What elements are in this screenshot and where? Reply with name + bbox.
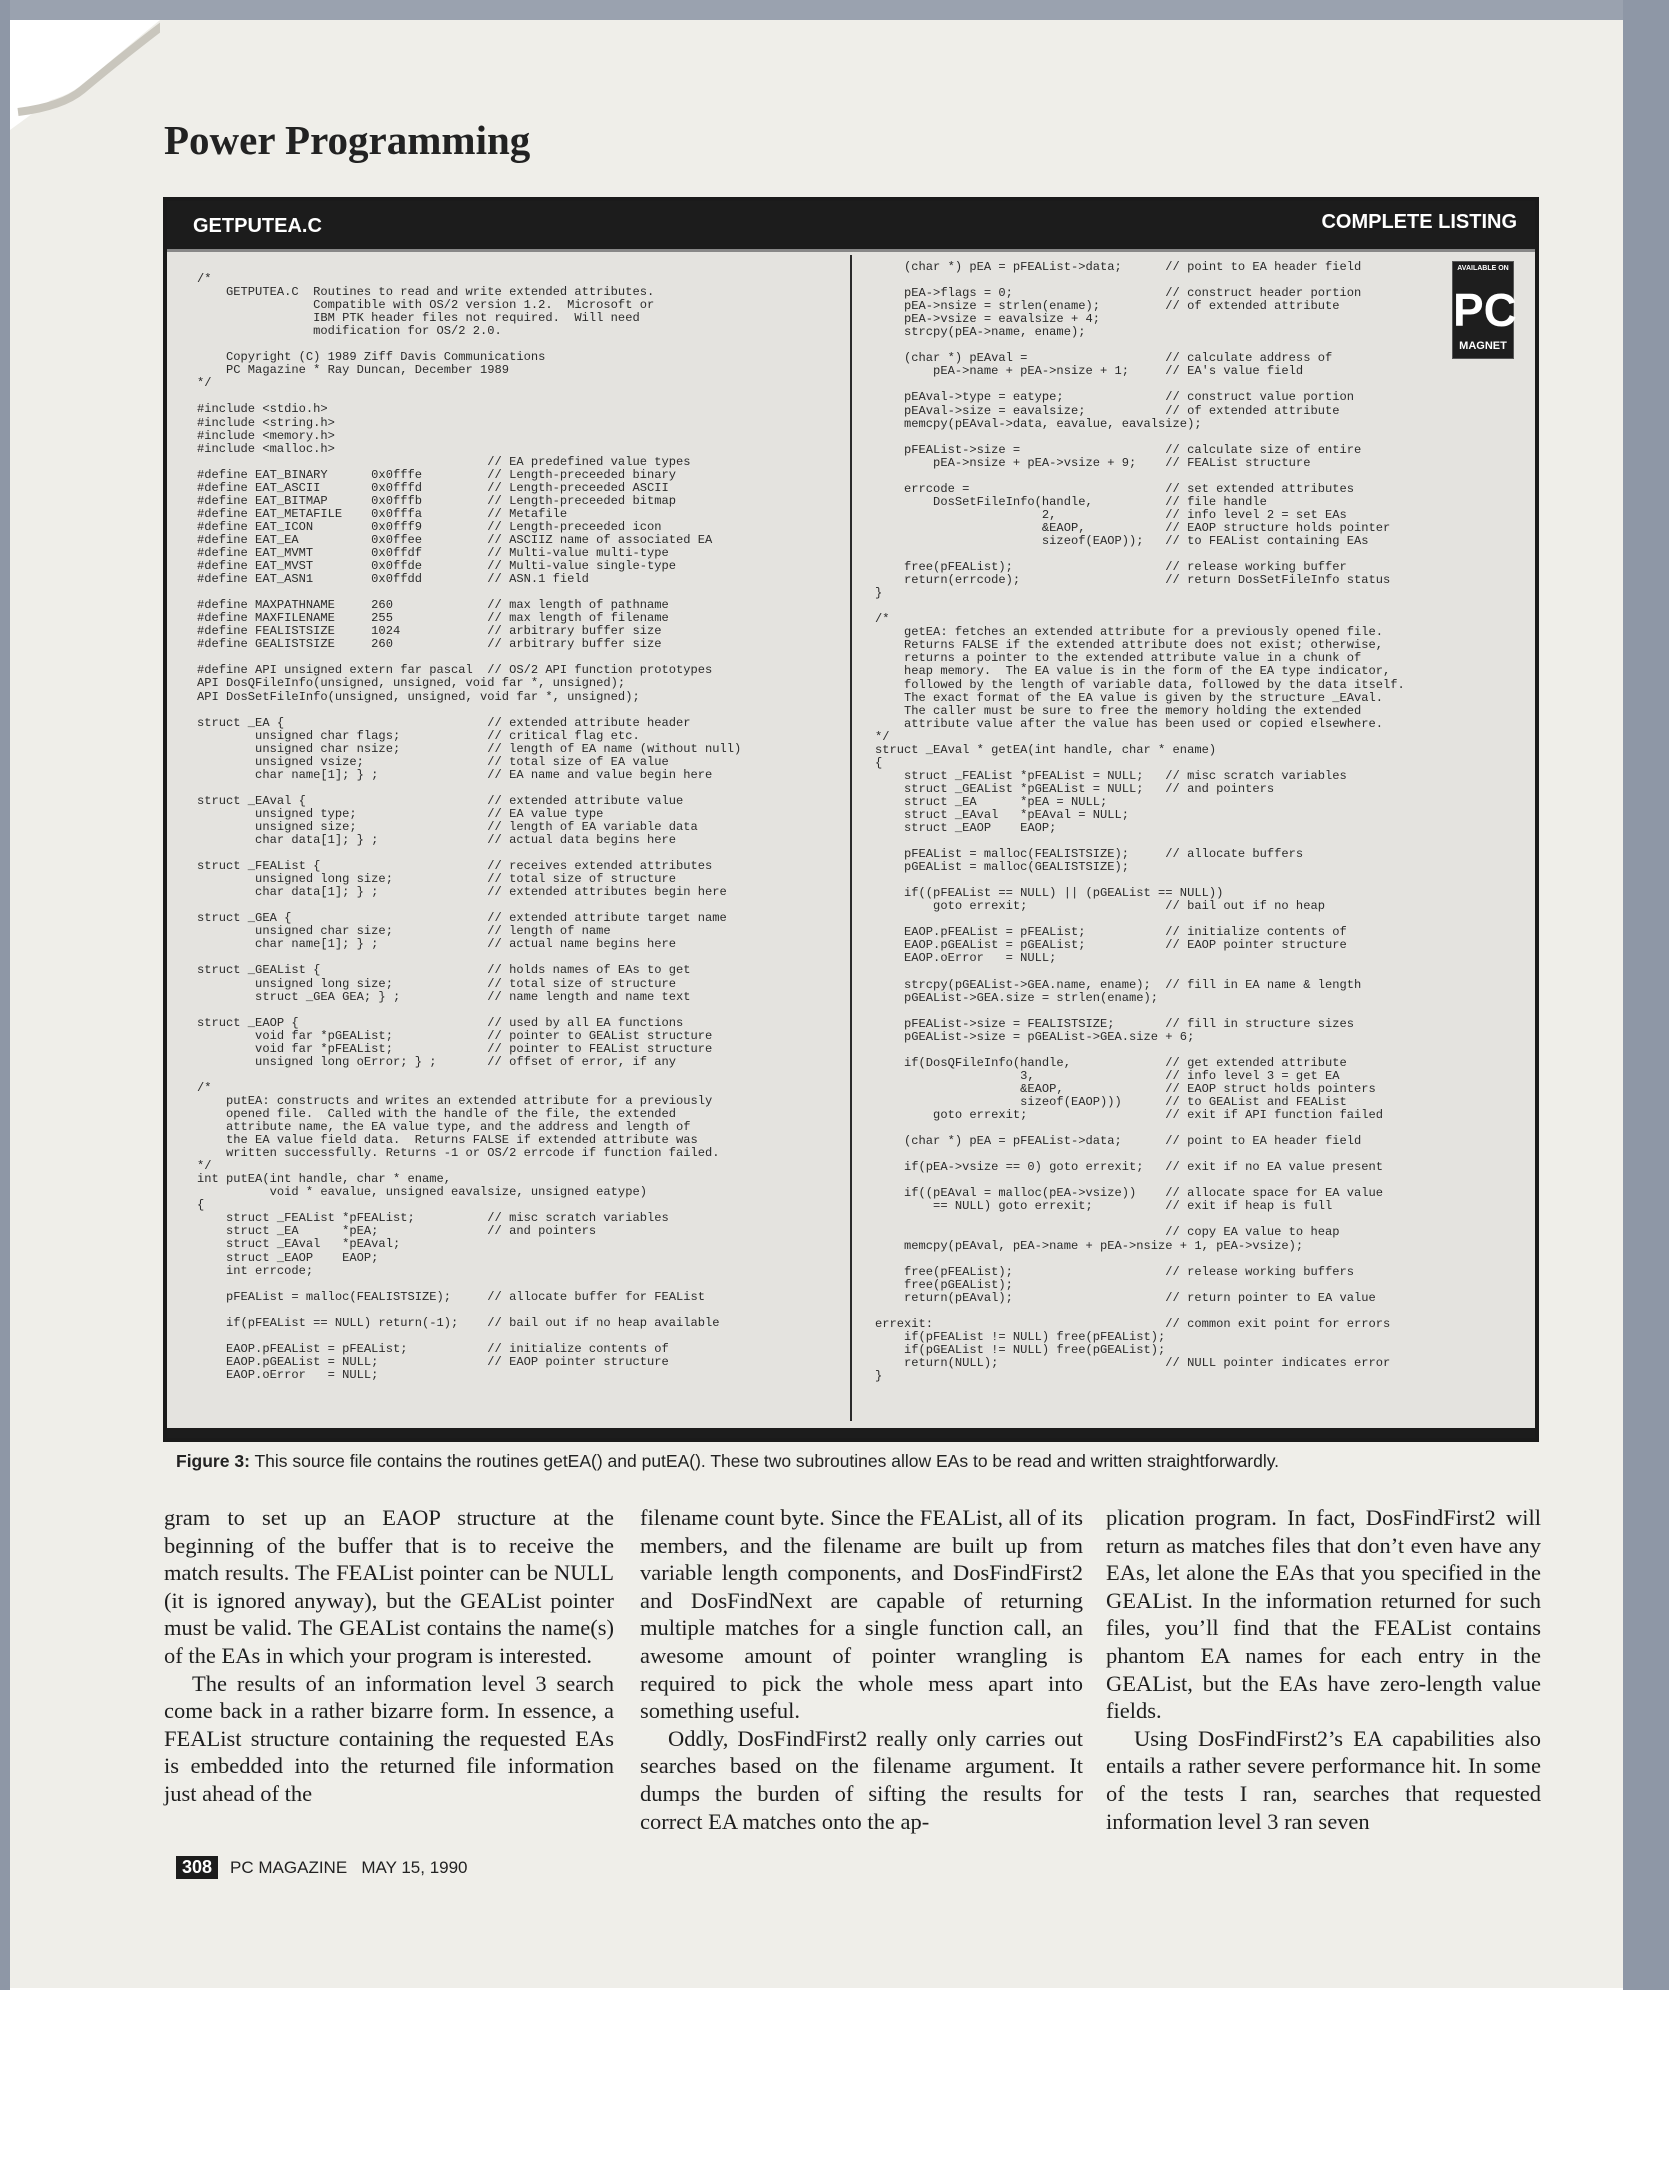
badge-pc-logo: PC bbox=[1453, 284, 1517, 336]
article-paragraph: Using DosFindFirst2’s EA capabilities also entails a rather severe performance hit. In some of the tests I ran, searches that requested information level 3 ran seven bbox=[1106, 1725, 1541, 1834]
code-listing-box bbox=[163, 197, 1539, 1442]
article-column-2 bbox=[640, 1504, 1083, 1834]
code-column-right: (char *) pEA = pFEAList->data; // point to EA header field pEA->flags = 0; // construct header portion pEA->nsize = strlen(ename); // of extended attribute pEA->vsize = eavalsize + 4; strcpy(pEA->name, ename); (char *) pEAval = // calculate address of pEA->name + pEA->nsize + 1; // EA's value field pEAval->type = eatype; // construct value portion pEAval->size = eavalsize; // of extended attribute memcpy(pEAval->data, eavalue, eavalsize); pFEAList->size = // calculate size of entire pEA->nsize + pEA->vsize + 9; // FEAList structure errcode = // set extended attributes DosSetFileInfo(handle, // file handle 2, // info level 2 = set EAs &EAOP, // EAOP structure holds pointer sizeof(EAOP)); // to FEAList containing EAs free(pFEAList); // release working buffer return(errcode); // return DosSetFileInfo status } /* getEA: fetches an extended attribute for a previously opened file. Returns FALSE if the extended attribute does not exist; otherwise, returns a pointer to the extended attribute value in a chunk of heap memory. The EA value is in the form of the EA type indicator, followed by the length of variable data, followed by the data itself. The exact format of the EA value is given by the structure _EAval. The caller must be sure to free the memory holding the extended attribute value after the value has been used or copied elsewhere. */ struct _EAval * getEA(int handle, char * ename) { struct _FEAList *pFEAList = NULL; // misc scratch variables struct _GEAList *pGEAList = NULL; // and pointers struct _EA *pEA = NULL; struct _EAval *pEAval = NULL; struct _EAOP EAOP; pFEAList = malloc(FEALISTSIZE); // allocate buffers pGEAList = malloc(GEALISTSIZE); if((pFEAList == NULL) || (pGEAList == NULL)) goto errexit; // bail out if no heap EAOP.pFEAList = pFEAList; // initialize contents of EAOP.pGEAList = pGEAList; // EAOP pointer structure EAOP.oError = NULL; strcpy(pGEAList->GEA.name, ename); // fill in EA name & length pGEAList->GEA.size = strlen(ename); pFEAList->size = FEALISTSIZE; // fill in structure sizes pGEAList->size = pGEAList->GEA.size + 6; if(DosQFileInfo(handle, // get extended attribute 3, // info level 3 = get EA &EAOP, // EAOP struct holds pointers sizeof(EAOP))) // to GEAList and FEAList goto errexit; // exit if API function failed (char *) pEA = pFEAList->data; // point to EA header field if(pEA->vsize == 0) goto errexit; // exit if no EA value present if((pEAval = malloc(pEA->vsize)) // allocate space for EA value == NULL) goto errexit; // exit if heap is full // copy EA value to heap memcpy(pEAval, pEA->name + pEA->nsize + 1, pEA->vsize); free(pFEAList); // release working buffers free(pGEAList); return(pEAval); // return pointer to EA value errexit: // common exit point for errors if(pFEAList != NULL) free(pFEAList); if(pGEAList != NULL) free(pGEAList); return(NULL); // NULL pointer indicates error } bbox=[875, 260, 1405, 1383]
listing-filename: GETPUTEA.C bbox=[193, 215, 322, 237]
folded-corner-icon bbox=[10, 20, 160, 130]
article-column-3 bbox=[1106, 1504, 1541, 1834]
scan-background-left bbox=[0, 0, 10, 2160]
listing-bottom-bar bbox=[167, 1428, 1535, 1438]
listing-type-label: COMPLETE LISTING bbox=[1321, 211, 1517, 233]
scan-background-top bbox=[0, 0, 1669, 20]
figure-caption-text: This source file contains the routines getEA() and putEA(). These two subroutines allow EAs to be read and written straightforwardly. bbox=[249, 1451, 1280, 1471]
page-number: 308 bbox=[176, 1856, 218, 1879]
scan-background-right bbox=[1623, 0, 1669, 2160]
section-title: Power Programming bbox=[164, 117, 531, 163]
pc-magnet-badge bbox=[1452, 261, 1517, 359]
article-paragraph: The results of an information level 3 search come back in a rather bizarre form. In essence, a FEAList structure containing the requested EAs is embedded into the returned file information just ahead of the bbox=[164, 1670, 614, 1806]
code-column-left: /* GETPUTEA.C Routines to read and write extended attributes. Compatible with OS/2 version 1.2. Microsoft or IBM PTK header files not required. Will need modification for OS/2 2.0. Copyright (C) 1989 Ziff Davis Communications PC Magazine * Ray Duncan, December 1989 */ #include <stdio.h> #include <string.h> #include <memory.h> #include <malloc.h> // EA predefined value types #define EAT_BINARY 0x0fffe // Length-preceeded binary #define EAT_ASCII 0x0fffd // Length-preceeded ASCII #define EAT_BITMAP 0x0fffb // Length-preceeded bitmap #define EAT_METAFILE 0x0fffa // Metafile #define EAT_ICON 0x0fff9 // Length-preceeded icon #define EAT_EA 0x0ffee // ASCIIZ name of associated EA #define EAT_MVMT 0x0ffdf // Multi-value multi-type #define EAT_MVST 0x0ffde // Multi-value single-type #define EAT_ASN1 0x0ffdd // ASN.1 field #define MAXPATHNAME 260 // max length of pathname #define MAXFILENAME 255 // max length of filename #define FEALISTSIZE 1024 // arbitrary buffer size #define GEALISTSIZE 260 // arbitrary buffer size #define API unsigned extern far pascal // OS/2 API function prototypes API DosQFileInfo(unsigned, unsigned, void far *, unsigned); API DosSetFileInfo(unsigned, unsigned, void far *, unsigned); struct _EA { // extended attribute header unsigned char flags; // critical flag etc. unsigned char nsize; // length of EA name (without null) unsigned vsize; // total size of EA value char name[1]; } ; // EA name and value begin here struct _EAval { // extended attribute value unsigned type; // EA value type unsigned size; // length of EA variable data char data[1]; } ; // actual data begins here struct _FEAList { // receives extended attributes unsigned long size; // total size of structure char data[1]; } ; // extended attributes begin here struct _GEA { // extended attribute target name unsigned char size; // length of name char name[1]; } ; // actual name begins here struct _GEAList { // holds names of EAs to get unsigned long size; // total size of structure struct _GEA GEA; } ; // name length and name text struct _EAOP { // used by all EA functions void far *pGEAList; // pointer to GEAList structure void far *pFEAList; // pointer to FEAList structure unsigned long oError; } ; // offset of error, if any /* putEA: constructs and writes an extended attribute for a previously opened file. Called with the handle of the file, the extended attribute name, the EA value type, and the address and length of the EA value field data. Returns FALSE if extended attribute was written successfully. Returns -1 or OS/2 errcode if function failed. */ int putEA(int handle, char * ename, void * eavalue, unsigned eavalsize, unsigned eatype) { struct _FEAList *pFEAList; // misc scratch variables struct _EA *pEA; // and pointers struct _EAval *pEAval; struct _EAOP EAOP; int errcode; pFEAList = malloc(FEALISTSIZE); // allocate buffer for FEAList if(pFEAList == NULL) return(-1); // bail out if no heap available EAOP.pFEAList = pFEAList; // initialize contents of EAOP.pGEAList = NULL; // EAOP pointer structure EAOP.oError = NULL; bbox=[197, 272, 742, 1382]
article-paragraph: plication program. In fact, DosFindFirst2 will return as matches files that don’t even have any EAs, let alone the EAs that you specified in the GEAList. In the information returned for such files, you’ll find that the FEAList contains phantom EA names for each entry in the GEAList, but the EAs have zero-length value fields. bbox=[1106, 1505, 1541, 1724]
article-paragraph: gram to set up an EAOP structure at the beginning of the buffer that is to receive the match results. The FEAList pointer can be NULL (it is ignored anyway), but the GEAList pointer must be valid. The GEAList contains the name(s) of the EAs in which your program is interested. bbox=[164, 1505, 614, 1668]
badge-available-text: AVAILABLE ON bbox=[1457, 265, 1509, 272]
listing-header-bar bbox=[167, 201, 1535, 252]
page-footer bbox=[176, 1856, 468, 1882]
column-divider bbox=[850, 255, 852, 1421]
article-column-1 bbox=[164, 1504, 614, 1834]
publication-line: PC MAGAZINE MAY 15, 1990 bbox=[230, 1858, 468, 1877]
badge-magnet-text: MAGNET bbox=[1459, 340, 1507, 352]
figure-caption bbox=[176, 1451, 1576, 1472]
article-paragraph: Oddly, DosFindFirst2 really only carries out searches based on the filename argument. It dumps the burden of sifting the results for correct EA matches onto the ap- bbox=[640, 1725, 1083, 1834]
figure-caption-label: Figure 3: bbox=[176, 1451, 250, 1471]
article-paragraph: filename count byte. Since the FEAList, all of its members, and the filename are built up from variable length components, and DosFindFirst2 and DosFindNext are capable of returning multiple matches for a single function call, an awesome amount of pointer wrangling is required to pick the whole mess apart into something useful. bbox=[640, 1505, 1083, 1724]
scan-background-bottom bbox=[0, 1990, 1669, 2160]
